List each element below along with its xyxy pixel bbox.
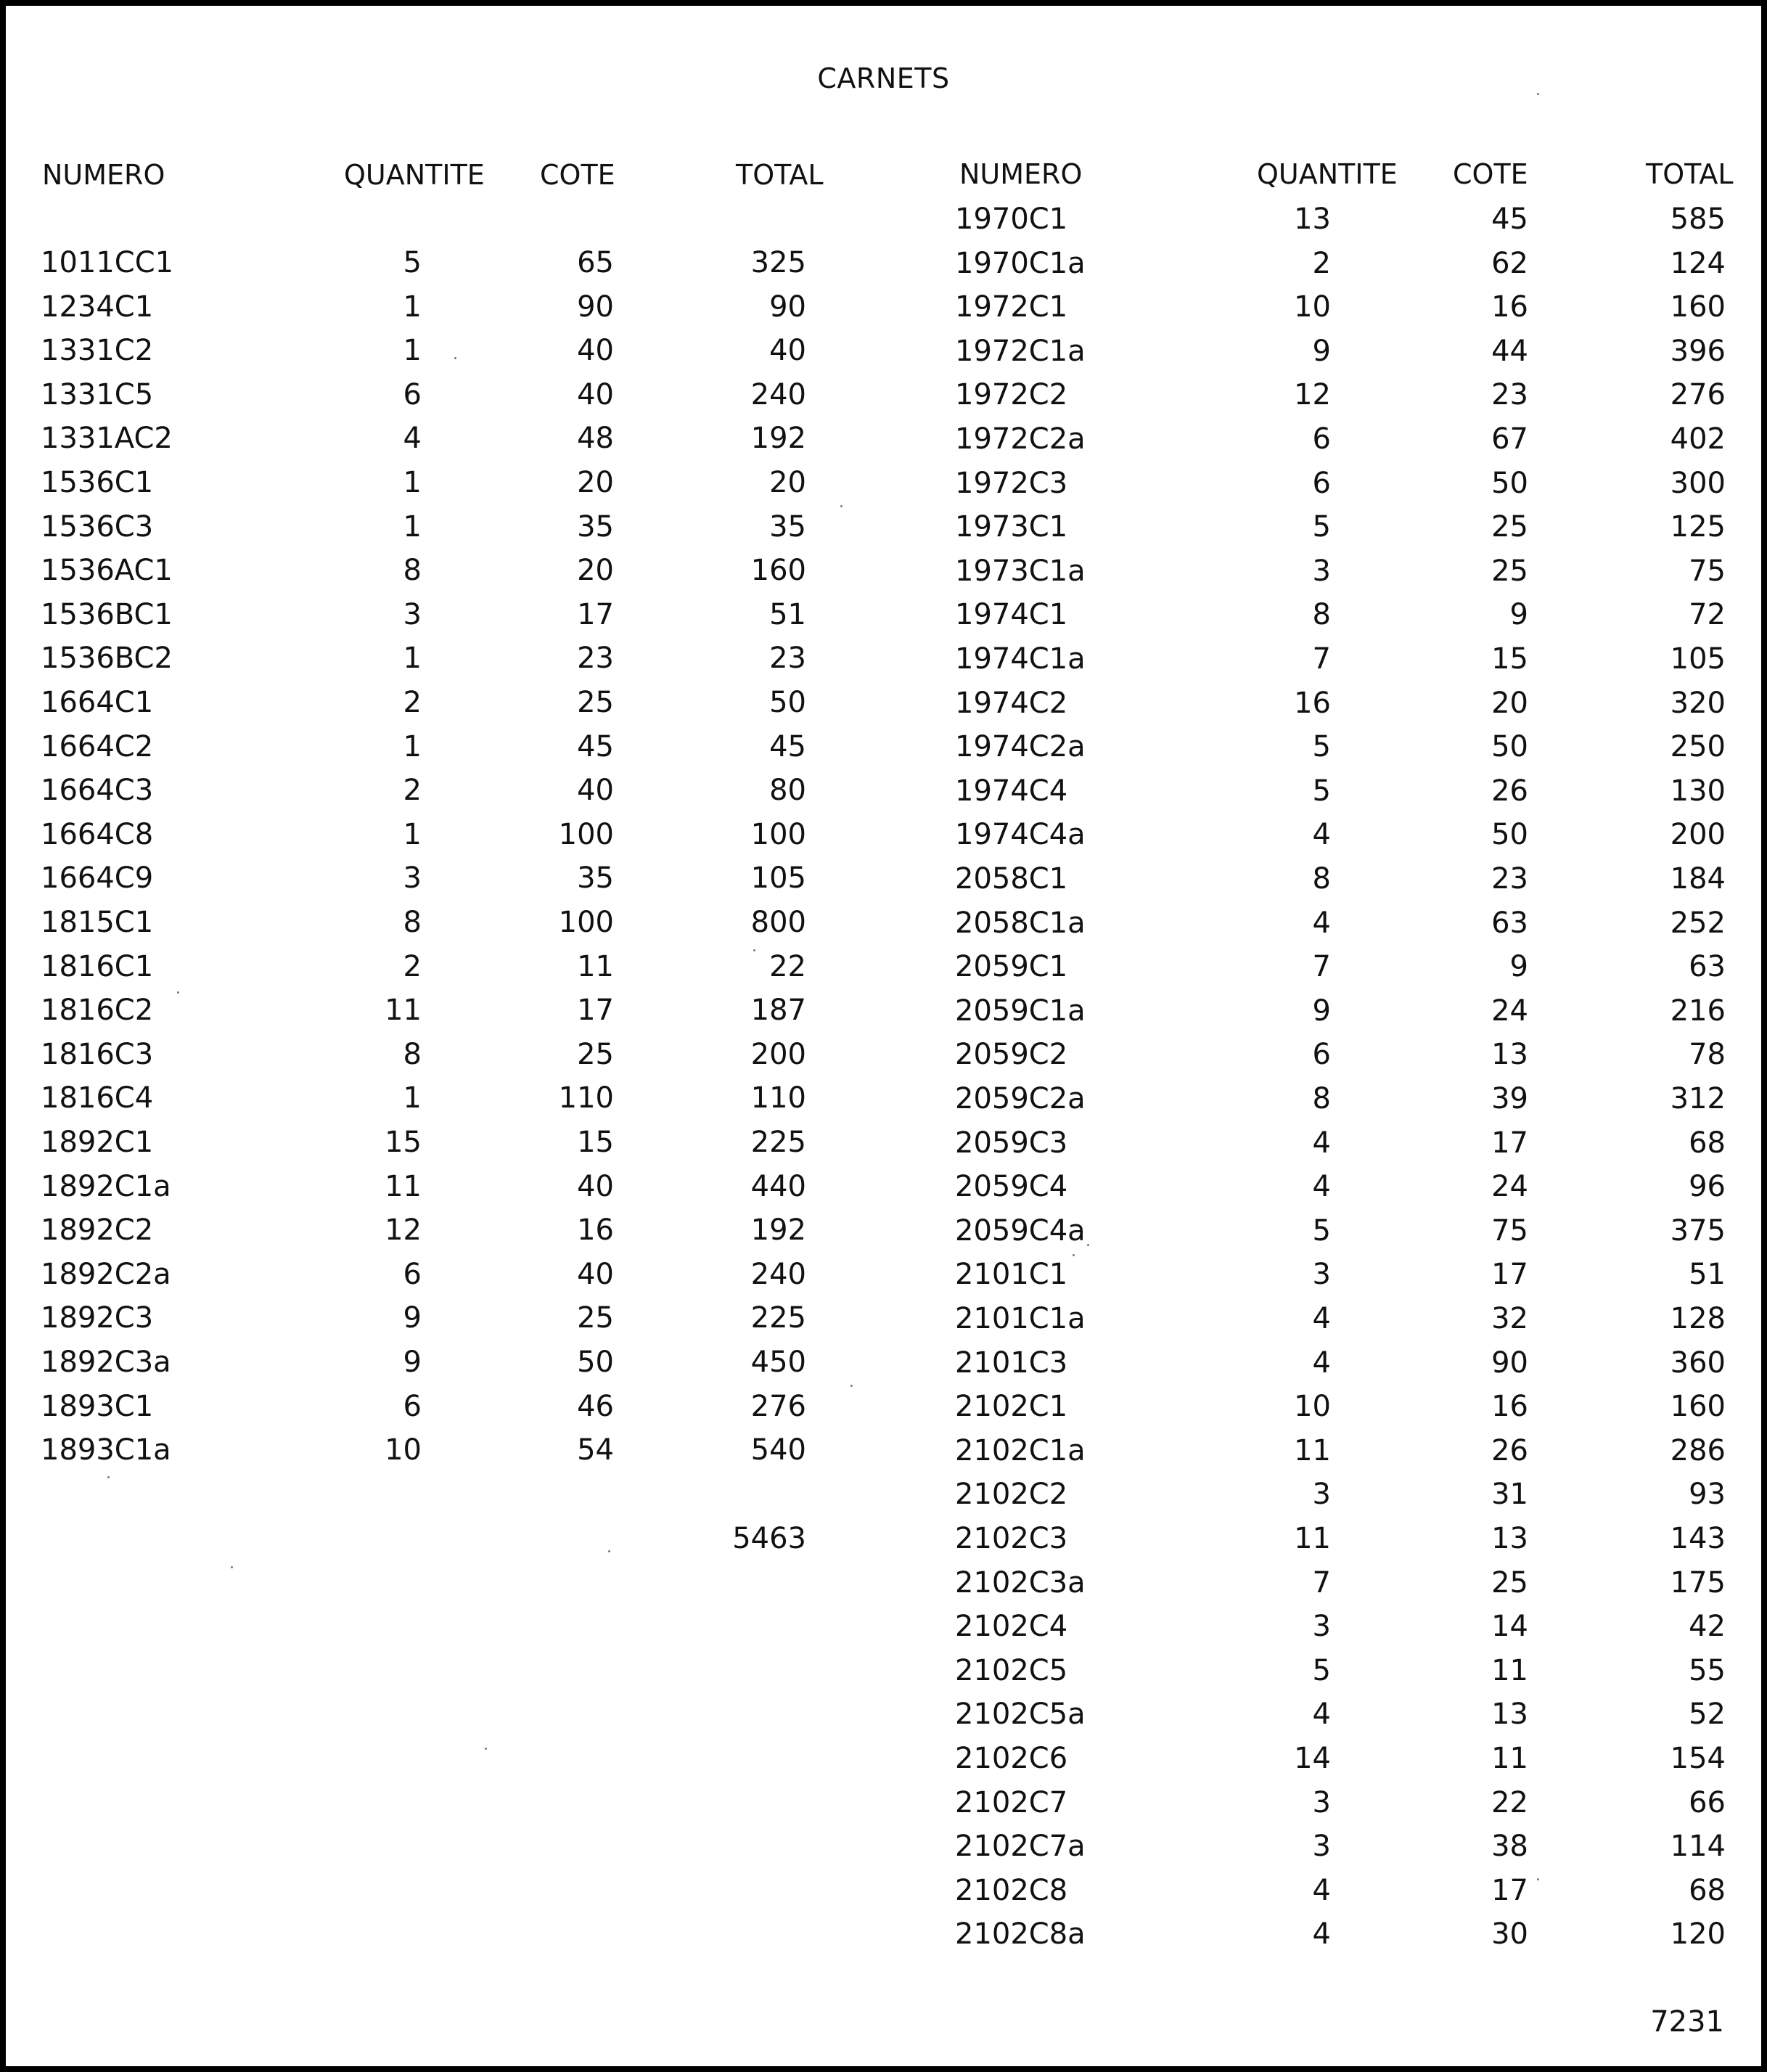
- right-row-14-numero: 1974C4: [955, 774, 1068, 808]
- right-row-19-total: 216: [1670, 994, 1726, 1028]
- right-row-7-quantite: 6: [1312, 467, 1331, 500]
- right-row-22-quantite: 4: [1312, 1126, 1331, 1160]
- right-row-10-numero: 1974C1: [955, 598, 1068, 631]
- left-row-13-total: 80: [769, 774, 806, 807]
- right-row-26-total: 128: [1670, 1302, 1726, 1335]
- scan-speck: [608, 1550, 610, 1552]
- left-row-7-total: 35: [769, 510, 806, 544]
- right-row-17-cote: 63: [1491, 906, 1528, 940]
- left-row-20-cote: 110: [558, 1081, 614, 1115]
- left-row-15-quantite: 3: [403, 861, 422, 895]
- right-row-27-total: 360: [1670, 1346, 1726, 1380]
- left-row-19-cote: 25: [577, 1038, 614, 1071]
- right-row-18-cote: 9: [1509, 950, 1528, 983]
- left-row-3-quantite: 1: [403, 334, 422, 367]
- left-row-1-total: 325: [750, 246, 806, 279]
- right-row-34-numero: 2102C5: [955, 1654, 1068, 1687]
- left-row-24-quantite: 6: [403, 1258, 422, 1291]
- right-row-31-cote: 13: [1491, 1522, 1528, 1555]
- left-row-17-total: 22: [769, 950, 806, 983]
- left-row-17-quantite: 2: [403, 950, 422, 983]
- right-row-3-cote: 16: [1491, 290, 1528, 324]
- scan-speck: [231, 1566, 233, 1568]
- right-row-32-quantite: 7: [1312, 1566, 1331, 1600]
- right-row-8-cote: 25: [1491, 510, 1528, 544]
- left-row-5-numero: 1331AC2: [41, 422, 173, 455]
- right-row-12-numero: 1974C2: [955, 687, 1068, 720]
- left-row-11-quantite: 2: [403, 686, 422, 719]
- right-header-numero: NUMERO: [959, 158, 1083, 190]
- left-row-12-quantite: 1: [403, 730, 422, 763]
- left-row-22-cote: 40: [577, 1170, 614, 1203]
- right-row-9-quantite: 3: [1312, 554, 1331, 588]
- left-row-2-total: 90: [769, 290, 806, 324]
- right-row-6-total: 402: [1670, 422, 1726, 456]
- right-row-3-total: 160: [1670, 290, 1726, 324]
- right-row-37-quantite: 3: [1312, 1786, 1331, 1819]
- left-row-12-total: 45: [769, 730, 806, 763]
- right-grand-total: 7231: [1650, 2005, 1724, 2039]
- right-row-31-total: 143: [1670, 1522, 1726, 1555]
- right-row-23-total: 96: [1689, 1170, 1726, 1203]
- right-row-30-cote: 31: [1491, 1478, 1528, 1511]
- right-row-2-cote: 62: [1491, 247, 1528, 280]
- right-row-12-cote: 20: [1491, 687, 1528, 720]
- left-row-24-total: 240: [750, 1258, 806, 1291]
- left-row-23-quantite: 12: [385, 1213, 422, 1247]
- right-row-33-quantite: 3: [1312, 1610, 1331, 1643]
- right-row-13-quantite: 5: [1312, 730, 1331, 763]
- right-row-7-total: 300: [1670, 467, 1726, 500]
- left-row-17-numero: 1816C1: [41, 950, 154, 983]
- right-row-1-total: 585: [1670, 202, 1726, 236]
- left-row-24-cote: 40: [577, 1258, 614, 1291]
- left-row-21-total: 225: [750, 1126, 806, 1159]
- right-row-34-quantite: 5: [1312, 1654, 1331, 1687]
- right-row-26-quantite: 4: [1312, 1302, 1331, 1335]
- scan-speck: [840, 505, 842, 507]
- left-row-19-numero: 1816C3: [41, 1038, 154, 1071]
- right-row-24-cote: 75: [1491, 1214, 1528, 1248]
- left-row-8-cote: 20: [577, 554, 614, 587]
- right-row-15-total: 200: [1670, 818, 1726, 851]
- right-row-32-cote: 25: [1491, 1566, 1528, 1600]
- right-row-40-total: 120: [1670, 1917, 1726, 1951]
- left-row-23-total: 192: [750, 1213, 806, 1247]
- right-row-2-numero: 1970C1a: [955, 247, 1086, 280]
- left-row-16-numero: 1815C1: [41, 906, 154, 939]
- left-row-13-numero: 1664C3: [41, 774, 154, 807]
- left-row-22-numero: 1892C1a: [41, 1170, 171, 1203]
- right-row-14-total: 130: [1670, 774, 1726, 808]
- scan-speck: [1537, 93, 1539, 95]
- left-row-7-quantite: 1: [403, 510, 422, 544]
- left-row-12-cote: 45: [577, 730, 614, 763]
- right-row-29-cote: 26: [1491, 1434, 1528, 1467]
- right-row-25-numero: 2101C1: [955, 1258, 1068, 1291]
- right-row-40-quantite: 4: [1312, 1917, 1331, 1951]
- right-row-4-quantite: 9: [1312, 335, 1331, 368]
- scan-speck: [850, 1385, 853, 1387]
- right-row-26-numero: 2101C1a: [955, 1302, 1086, 1335]
- right-row-10-cote: 9: [1509, 598, 1528, 631]
- right-row-13-total: 250: [1670, 730, 1726, 763]
- left-row-16-total: 800: [750, 906, 806, 939]
- right-row-31-numero: 2102C3: [955, 1522, 1068, 1555]
- left-row-16-quantite: 8: [403, 906, 422, 939]
- right-row-28-numero: 2102C1: [955, 1390, 1068, 1423]
- right-header-cote: COTE: [1453, 158, 1528, 190]
- right-row-14-quantite: 5: [1312, 774, 1331, 808]
- right-row-20-numero: 2059C2: [955, 1038, 1068, 1071]
- left-row-6-total: 20: [769, 466, 806, 499]
- left-row-4-total: 240: [750, 378, 806, 411]
- right-row-18-total: 63: [1689, 950, 1726, 983]
- right-row-20-cote: 13: [1491, 1038, 1528, 1071]
- right-row-8-quantite: 5: [1312, 510, 1331, 544]
- scan-speck: [1073, 1254, 1075, 1256]
- left-row-27-quantite: 6: [403, 1390, 422, 1423]
- right-row-12-total: 320: [1670, 687, 1726, 720]
- right-row-35-numero: 2102C5a: [955, 1698, 1086, 1731]
- right-row-37-total: 66: [1689, 1786, 1726, 1819]
- left-row-9-numero: 1536BC1: [41, 598, 173, 631]
- right-row-20-total: 78: [1689, 1038, 1726, 1071]
- right-row-17-quantite: 4: [1312, 906, 1331, 940]
- right-row-38-total: 114: [1670, 1830, 1726, 1863]
- left-grand-total: 5463: [732, 1522, 806, 1555]
- right-row-11-quantite: 7: [1312, 642, 1331, 676]
- left-row-26-quantite: 9: [403, 1346, 422, 1379]
- right-row-24-quantite: 5: [1312, 1214, 1331, 1248]
- left-row-3-total: 40: [769, 334, 806, 367]
- left-row-11-cote: 25: [577, 686, 614, 719]
- right-row-10-total: 72: [1689, 598, 1726, 631]
- right-row-11-numero: 1974C1a: [955, 642, 1086, 676]
- right-row-32-total: 175: [1670, 1566, 1726, 1600]
- right-row-9-numero: 1973C1a: [955, 554, 1086, 588]
- left-row-5-cote: 48: [577, 422, 614, 455]
- left-row-15-total: 105: [750, 861, 806, 895]
- right-row-38-quantite: 3: [1312, 1830, 1331, 1863]
- right-row-25-quantite: 3: [1312, 1258, 1331, 1291]
- left-row-12-numero: 1664C2: [41, 730, 154, 763]
- left-row-22-total: 440: [750, 1170, 806, 1203]
- right-row-29-total: 286: [1670, 1434, 1726, 1467]
- left-row-8-numero: 1536AC1: [41, 554, 173, 587]
- left-row-18-cote: 17: [577, 994, 614, 1027]
- right-row-8-numero: 1973C1: [955, 510, 1068, 544]
- left-row-8-total: 160: [750, 554, 806, 587]
- right-row-33-numero: 2102C4: [955, 1610, 1068, 1643]
- right-row-22-numero: 2059C3: [955, 1126, 1068, 1160]
- left-row-10-quantite: 1: [403, 642, 422, 675]
- left-row-15-numero: 1664C9: [41, 861, 154, 895]
- left-row-28-quantite: 10: [385, 1433, 422, 1467]
- right-row-34-total: 55: [1689, 1654, 1726, 1687]
- right-table: [6, 6, 1761, 2066]
- right-row-2-total: 124: [1670, 247, 1726, 280]
- left-row-23-cote: 16: [577, 1213, 614, 1247]
- left-row-20-numero: 1816C4: [41, 1081, 154, 1115]
- left-row-10-cote: 23: [577, 642, 614, 675]
- left-header-cote: COTE: [540, 159, 615, 191]
- left-row-2-cote: 90: [577, 290, 614, 324]
- scan-speck: [107, 1476, 110, 1478]
- right-row-36-numero: 2102C6: [955, 1742, 1068, 1775]
- right-row-11-cote: 15: [1491, 642, 1528, 676]
- left-row-4-numero: 1331C5: [41, 378, 154, 411]
- right-row-23-numero: 2059C4: [955, 1170, 1068, 1203]
- left-row-20-quantite: 1: [403, 1081, 422, 1115]
- right-row-3-quantite: 10: [1294, 290, 1331, 324]
- scan-speck: [753, 949, 755, 951]
- right-row-36-cote: 11: [1491, 1742, 1528, 1775]
- right-row-33-cote: 14: [1491, 1610, 1528, 1643]
- right-row-4-cote: 44: [1491, 335, 1528, 368]
- left-row-26-cote: 50: [577, 1346, 614, 1379]
- right-row-5-quantite: 12: [1294, 378, 1331, 411]
- right-row-39-numero: 2102C8: [955, 1874, 1068, 1907]
- right-row-5-cote: 23: [1491, 378, 1528, 411]
- right-row-6-numero: 1972C2a: [955, 422, 1086, 456]
- right-row-4-numero: 1972C1a: [955, 335, 1086, 368]
- right-row-5-numero: 1972C2: [955, 378, 1068, 411]
- right-row-6-quantite: 6: [1312, 422, 1331, 456]
- left-row-13-cote: 40: [577, 774, 614, 807]
- left-row-9-cote: 17: [577, 598, 614, 631]
- left-row-26-numero: 1892C3a: [41, 1346, 171, 1379]
- left-row-13-quantite: 2: [403, 774, 422, 807]
- right-row-26-cote: 32: [1491, 1302, 1528, 1335]
- left-row-1-cote: 65: [577, 246, 614, 279]
- right-row-40-cote: 30: [1491, 1917, 1528, 1951]
- right-row-28-total: 160: [1670, 1390, 1726, 1423]
- right-row-18-numero: 2059C1: [955, 950, 1068, 983]
- left-header-quantite: QUANTITE: [344, 159, 485, 191]
- left-row-26-total: 450: [750, 1346, 806, 1379]
- right-row-31-quantite: 11: [1294, 1522, 1331, 1555]
- right-row-9-total: 75: [1689, 554, 1726, 588]
- right-row-23-cote: 24: [1491, 1170, 1528, 1203]
- left-row-19-quantite: 8: [403, 1038, 422, 1071]
- left-row-25-numero: 1892C3: [41, 1301, 154, 1335]
- right-row-6-cote: 67: [1491, 422, 1528, 456]
- left-row-3-cote: 40: [577, 334, 614, 367]
- right-row-38-cote: 38: [1491, 1830, 1528, 1863]
- left-row-14-total: 100: [750, 818, 806, 851]
- right-row-7-cote: 50: [1491, 467, 1528, 500]
- left-row-21-numero: 1892C1: [41, 1126, 154, 1159]
- left-row-1-quantite: 5: [403, 246, 422, 279]
- right-row-18-quantite: 7: [1312, 950, 1331, 983]
- scan-speck: [485, 1748, 487, 1750]
- left-row-17-cote: 11: [577, 950, 614, 983]
- scan-speck: [177, 991, 179, 994]
- scan-speck: [1537, 1878, 1539, 1880]
- left-header-total: TOTAL: [736, 159, 824, 191]
- right-row-16-numero: 2058C1: [955, 862, 1068, 896]
- right-row-37-cote: 22: [1491, 1786, 1528, 1819]
- right-row-24-numero: 2059C4a: [955, 1214, 1086, 1248]
- right-row-27-quantite: 4: [1312, 1346, 1331, 1380]
- right-row-28-quantite: 10: [1294, 1390, 1331, 1423]
- right-row-15-quantite: 4: [1312, 818, 1331, 851]
- left-row-2-quantite: 1: [403, 290, 422, 324]
- left-row-27-total: 276: [750, 1390, 806, 1423]
- right-row-39-cote: 17: [1491, 1874, 1528, 1907]
- left-row-25-quantite: 9: [403, 1301, 422, 1335]
- right-row-33-total: 42: [1689, 1610, 1726, 1643]
- left-row-27-cote: 46: [577, 1390, 614, 1423]
- right-row-22-cote: 17: [1491, 1126, 1528, 1160]
- right-row-12-quantite: 16: [1294, 687, 1331, 720]
- right-row-1-numero: 1970C1: [955, 202, 1068, 236]
- left-row-6-cote: 20: [577, 466, 614, 499]
- left-row-18-numero: 1816C2: [41, 994, 154, 1027]
- left-row-11-total: 50: [769, 686, 806, 719]
- left-row-27-numero: 1893C1: [41, 1390, 154, 1423]
- right-row-24-total: 375: [1670, 1214, 1726, 1248]
- left-row-4-quantite: 6: [403, 378, 422, 411]
- right-row-21-quantite: 8: [1312, 1082, 1331, 1115]
- right-row-10-quantite: 8: [1312, 598, 1331, 631]
- left-row-28-total: 540: [750, 1433, 806, 1467]
- right-row-16-total: 184: [1670, 862, 1726, 896]
- right-row-15-cote: 50: [1491, 818, 1528, 851]
- left-row-1-numero: 1011CC1: [41, 246, 174, 279]
- scan-speck: [1087, 1244, 1089, 1246]
- left-row-14-quantite: 1: [403, 818, 422, 851]
- left-row-5-quantite: 4: [403, 422, 422, 455]
- right-row-19-numero: 2059C1a: [955, 994, 1086, 1028]
- right-row-25-total: 51: [1689, 1258, 1726, 1291]
- right-row-16-quantite: 8: [1312, 862, 1331, 896]
- left-row-3-numero: 1331C2: [41, 334, 154, 367]
- right-row-30-quantite: 3: [1312, 1478, 1331, 1511]
- left-row-28-cote: 54: [577, 1433, 614, 1467]
- right-row-34-cote: 11: [1491, 1654, 1528, 1687]
- right-row-21-numero: 2059C2a: [955, 1082, 1086, 1115]
- right-row-28-cote: 16: [1491, 1390, 1528, 1423]
- right-row-4-total: 396: [1670, 335, 1726, 368]
- left-row-4-cote: 40: [577, 378, 614, 411]
- left-row-6-numero: 1536C1: [41, 466, 154, 499]
- left-row-25-total: 225: [750, 1301, 806, 1335]
- left-row-19-total: 200: [750, 1038, 806, 1071]
- right-row-19-cote: 24: [1491, 994, 1528, 1028]
- right-row-39-quantite: 4: [1312, 1874, 1331, 1907]
- right-row-38-numero: 2102C7a: [955, 1830, 1086, 1863]
- page-title: CARNETS: [817, 62, 950, 94]
- right-row-21-cote: 39: [1491, 1082, 1528, 1115]
- left-row-14-cote: 100: [558, 818, 614, 851]
- right-row-25-cote: 17: [1491, 1258, 1528, 1291]
- left-row-10-numero: 1536BC2: [41, 642, 173, 675]
- right-row-21-total: 312: [1670, 1082, 1726, 1115]
- right-row-16-cote: 23: [1491, 862, 1528, 896]
- right-row-11-total: 105: [1670, 642, 1726, 676]
- right-row-1-quantite: 13: [1294, 202, 1331, 236]
- right-row-2-quantite: 2: [1312, 247, 1331, 280]
- right-row-14-cote: 26: [1491, 774, 1528, 808]
- right-row-29-quantite: 11: [1294, 1434, 1331, 1467]
- left-row-15-cote: 35: [577, 861, 614, 895]
- left-row-22-quantite: 11: [385, 1170, 422, 1203]
- right-row-39-total: 68: [1689, 1874, 1726, 1907]
- left-row-5-total: 192: [750, 422, 806, 455]
- left-row-21-cote: 15: [577, 1126, 614, 1159]
- right-row-13-numero: 1974C2a: [955, 730, 1086, 763]
- left-row-23-numero: 1892C2: [41, 1213, 154, 1247]
- right-row-32-numero: 2102C3a: [955, 1566, 1086, 1600]
- right-header-quantite: QUANTITE: [1257, 158, 1398, 190]
- left-row-18-total: 187: [750, 994, 806, 1027]
- right-row-1-cote: 45: [1491, 202, 1528, 236]
- right-row-30-total: 93: [1689, 1478, 1726, 1511]
- right-row-29-numero: 2102C1a: [955, 1434, 1086, 1467]
- left-row-21-quantite: 15: [385, 1126, 422, 1159]
- right-row-30-numero: 2102C2: [955, 1478, 1068, 1511]
- right-row-35-total: 52: [1689, 1698, 1726, 1731]
- right-row-5-total: 276: [1670, 378, 1726, 411]
- left-row-7-numero: 1536C3: [41, 510, 154, 544]
- left-row-9-quantite: 3: [403, 598, 422, 631]
- left-row-28-numero: 1893C1a: [41, 1433, 171, 1467]
- right-row-20-quantite: 6: [1312, 1038, 1331, 1071]
- left-row-8-quantite: 8: [403, 554, 422, 587]
- right-row-13-cote: 50: [1491, 730, 1528, 763]
- right-row-3-numero: 1972C1: [955, 290, 1068, 324]
- left-row-11-numero: 1664C1: [41, 686, 154, 719]
- left-row-10-total: 23: [769, 642, 806, 675]
- left-row-25-cote: 25: [577, 1301, 614, 1335]
- left-row-20-total: 110: [750, 1081, 806, 1115]
- right-row-40-numero: 2102C8a: [955, 1917, 1086, 1951]
- left-row-7-cote: 35: [577, 510, 614, 544]
- right-header-total: TOTAL: [1646, 158, 1734, 190]
- left-row-18-quantite: 11: [385, 994, 422, 1027]
- left-row-2-numero: 1234C1: [41, 290, 154, 324]
- right-row-22-total: 68: [1689, 1126, 1726, 1160]
- left-row-6-quantite: 1: [403, 466, 422, 499]
- right-row-35-quantite: 4: [1312, 1698, 1331, 1731]
- scan-speck: [454, 357, 456, 359]
- right-row-17-total: 252: [1670, 906, 1726, 940]
- left-row-24-numero: 1892C2a: [41, 1258, 171, 1291]
- right-row-23-quantite: 4: [1312, 1170, 1331, 1203]
- left-row-14-numero: 1664C8: [41, 818, 154, 851]
- right-row-27-numero: 2101C3: [955, 1346, 1068, 1380]
- right-row-8-total: 125: [1670, 510, 1726, 544]
- right-row-36-total: 154: [1670, 1742, 1726, 1775]
- right-row-19-quantite: 9: [1312, 994, 1331, 1028]
- right-row-17-numero: 2058C1a: [955, 906, 1086, 940]
- right-row-9-cote: 25: [1491, 554, 1528, 588]
- right-row-35-cote: 13: [1491, 1698, 1528, 1731]
- right-row-36-quantite: 14: [1294, 1742, 1331, 1775]
- right-row-27-cote: 90: [1491, 1346, 1528, 1380]
- right-row-37-numero: 2102C7: [955, 1786, 1068, 1819]
- left-row-9-total: 51: [769, 598, 806, 631]
- left-row-16-cote: 100: [558, 906, 614, 939]
- left-header-numero: NUMERO: [42, 159, 165, 191]
- right-row-7-numero: 1972C3: [955, 467, 1068, 500]
- right-row-15-numero: 1974C4a: [955, 818, 1086, 851]
